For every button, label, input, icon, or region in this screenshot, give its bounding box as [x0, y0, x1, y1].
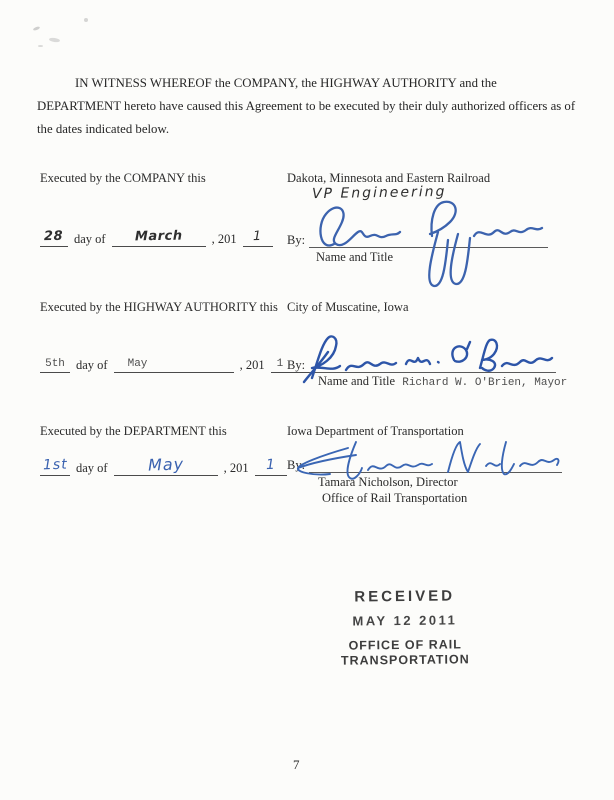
- authority-year-digit: 1: [276, 358, 284, 370]
- authority-month-value: May: [127, 358, 148, 370]
- intro-paragraph: IN WITNESS WHEREOF the COMPANY, the HIGHWAY AUTHORITY and the DEPARTMENT hereto have caused this Agreement to be executed by their duly authorized officers as of the dates indicated below.: [37, 76, 576, 136]
- authority-year-prefix: , 201: [239, 358, 265, 373]
- company-signature-line: [309, 233, 548, 248]
- scan-smudge: [49, 37, 60, 42]
- department-month-value: May: [147, 454, 184, 475]
- authority-organization: City of Muscatine, Iowa: [287, 300, 409, 314]
- department-organization: Iowa Department of Transportation: [287, 424, 464, 438]
- authority-executed-label: Executed by the HIGHWAY AUTHORITY this: [40, 300, 278, 314]
- company-day-value: 28: [44, 228, 64, 245]
- department-day-value: 1st: [42, 456, 68, 474]
- authority-signature-line: [309, 358, 556, 373]
- received-stamp: [330, 587, 481, 668]
- scan-smudge: [38, 45, 43, 47]
- authority-by-label: By:: [287, 358, 306, 372]
- company-executed-label: Executed by the COMPANY this: [40, 171, 206, 185]
- department-signer-office: Office of Rail Transportation: [322, 491, 468, 505]
- department-executed-label: Executed by the DEPARTMENT this: [40, 424, 227, 438]
- department-day-of-label: day of: [76, 461, 108, 476]
- company-handwritten-title: VP Engineering: [311, 183, 447, 203]
- authority-name-title-label: Name and Title: [318, 374, 396, 388]
- scan-smudge: [33, 26, 41, 31]
- stamp-office-line2: TRANSPORTATION: [340, 652, 470, 668]
- authority-typed-name: Richard W. O'Brien, Mayor: [402, 377, 568, 389]
- stamp-office-line1: OFFICE OF RAIL: [348, 637, 462, 653]
- department-year-prefix: , 201: [223, 461, 249, 476]
- authority-day-of-label: day of: [76, 358, 108, 373]
- stamp-date-text: MAY 12 2011: [352, 612, 458, 629]
- scan-smudge: [84, 18, 88, 22]
- company-year-digit: 1: [253, 228, 263, 245]
- company-by-label: By:: [287, 233, 306, 247]
- department-by-label: By:: [287, 458, 306, 472]
- authority-day-value: 5th: [45, 358, 65, 370]
- company-year-prefix: , 201: [211, 231, 237, 246]
- company-day-of-label: day of: [74, 231, 106, 246]
- company-name-title-label: Name and Title: [316, 250, 394, 264]
- department-year-digit: 1: [265, 457, 276, 474]
- department-signature-line: [309, 458, 562, 473]
- company-month-value: March: [134, 228, 183, 245]
- department-signer-name: Tamara Nicholson, Director: [318, 475, 458, 489]
- page-number: 7: [293, 757, 300, 772]
- stamp-received-text: RECEIVED: [354, 587, 456, 606]
- company-organization: Dakota, Minnesota and Eastern Railroad: [287, 171, 491, 185]
